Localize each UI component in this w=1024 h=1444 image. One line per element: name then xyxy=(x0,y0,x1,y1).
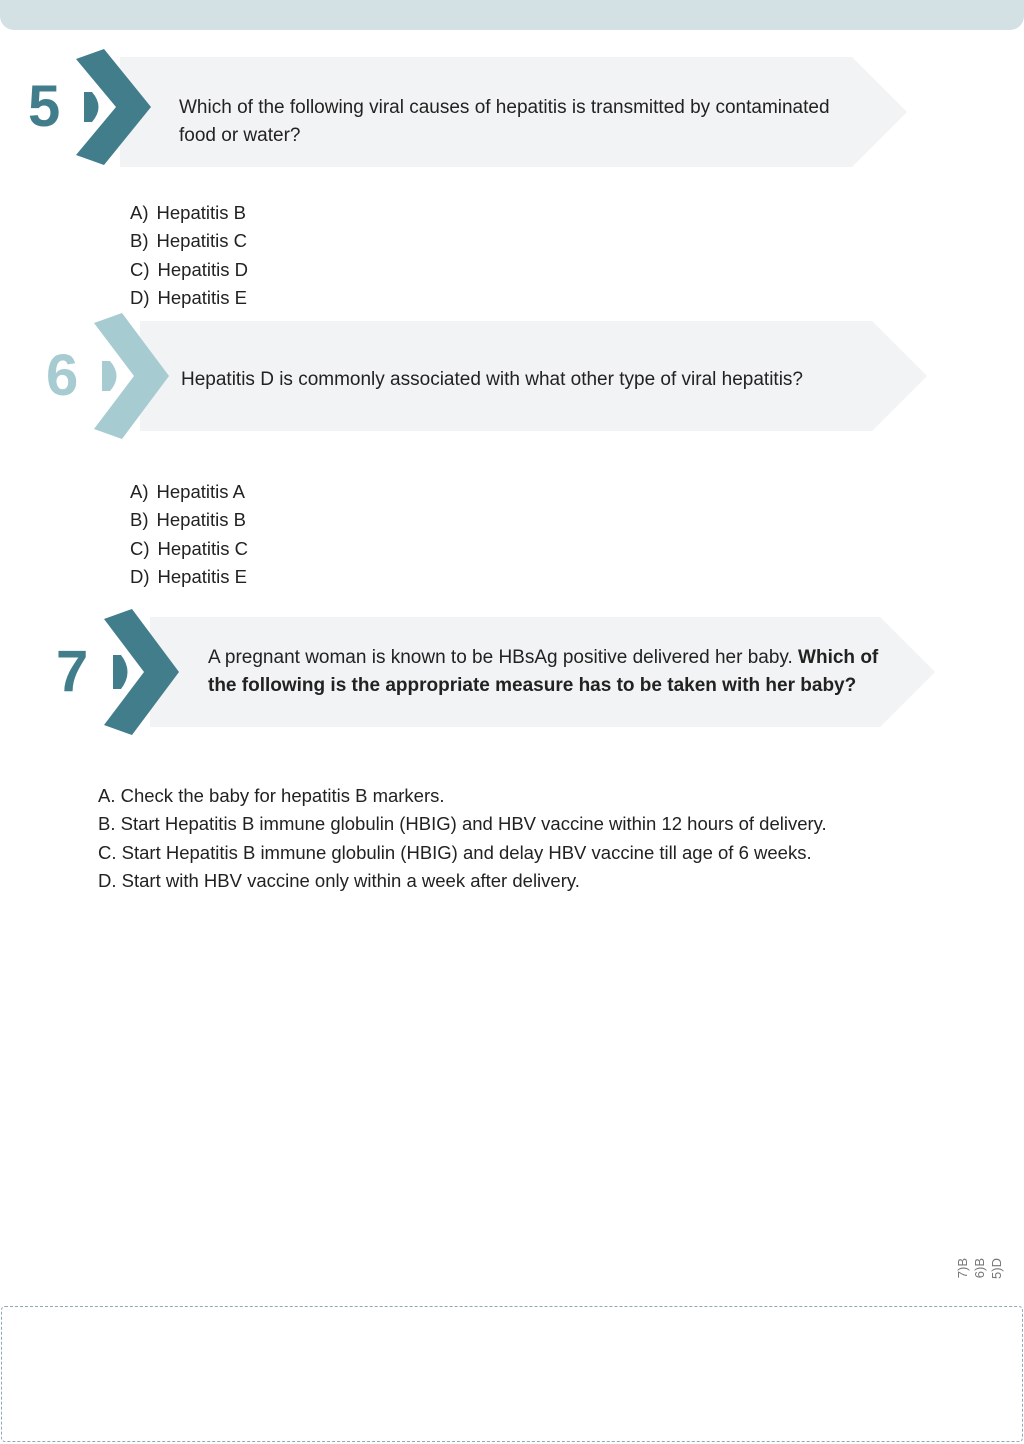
options-list xyxy=(130,199,248,312)
play-marker-icon xyxy=(113,655,128,689)
top-header-bar xyxy=(0,0,1024,30)
option-letter: C) xyxy=(130,258,150,280)
question-number: 5 xyxy=(28,74,61,139)
option-item xyxy=(130,535,248,563)
option-text: Hepatitis B xyxy=(156,509,246,531)
option-text: Hepatitis A xyxy=(156,481,245,502)
option-text: Hepatitis D xyxy=(157,258,249,280)
answer-key-item: 7)B xyxy=(955,1258,970,1279)
option-item xyxy=(130,478,248,506)
question-text-bold: Which of the following is the appropriate measure has to be taken with her baby? xyxy=(208,647,879,696)
option-letter: D) xyxy=(130,565,150,587)
option-letter: B) xyxy=(130,509,149,531)
options-list xyxy=(98,782,827,895)
option-item: D. Start with HBV vaccine only within a week after delivery. xyxy=(98,869,580,891)
option-item xyxy=(130,227,248,255)
question-number: 7 xyxy=(56,639,89,704)
option-item: A. Check the baby for hepatitis B markers. xyxy=(98,785,445,806)
play-marker-icon xyxy=(84,92,99,122)
answer-key-item: 6)B xyxy=(972,1258,987,1279)
option-text: Hepatitis E xyxy=(157,565,247,587)
option-item xyxy=(130,256,248,284)
options-list xyxy=(130,478,248,591)
option-text: Hepatitis E xyxy=(157,286,247,308)
option-item xyxy=(130,563,248,591)
option-item xyxy=(130,506,248,534)
option-text: Hepatitis C xyxy=(157,537,249,559)
answer-key xyxy=(956,1258,1006,1284)
option-item: C. Start Hepatitis B immune globulin (HBIG) and delay HBV vaccine till age of 6 weeks. xyxy=(98,841,812,863)
option-letter: D) xyxy=(130,286,150,308)
option-text: Hepatitis B xyxy=(156,202,246,223)
option-item: B. Start Hepatitis B immune globulin (HBIG) and HBV vaccine within 12 hours of delivery. xyxy=(98,813,827,835)
question-6 xyxy=(0,308,1024,598)
option-letter: C) xyxy=(130,537,150,559)
option-letter: B) xyxy=(130,230,149,252)
question-text xyxy=(208,644,898,700)
option-text: Hepatitis C xyxy=(156,230,247,252)
question-text: Hepatitis D is commonly associated with what other type of viral hepatitis? xyxy=(181,369,803,390)
notes-box xyxy=(1,1306,1023,1442)
question-text-plain: A pregnant woman is known to be HBsAg positive delivered her baby. xyxy=(208,647,799,668)
question-7 xyxy=(0,604,1024,904)
option-letter: A) xyxy=(130,481,149,502)
option-item xyxy=(130,199,248,227)
question-number: 6 xyxy=(46,343,79,408)
question-5 xyxy=(0,44,1024,314)
question-text: Which of the following viral causes of hepatitis is transmitted by contaminated food or water? xyxy=(179,97,830,146)
option-letter: A) xyxy=(130,202,149,223)
play-marker-icon xyxy=(102,361,117,391)
answer-key-item: 5)D xyxy=(989,1258,1004,1279)
